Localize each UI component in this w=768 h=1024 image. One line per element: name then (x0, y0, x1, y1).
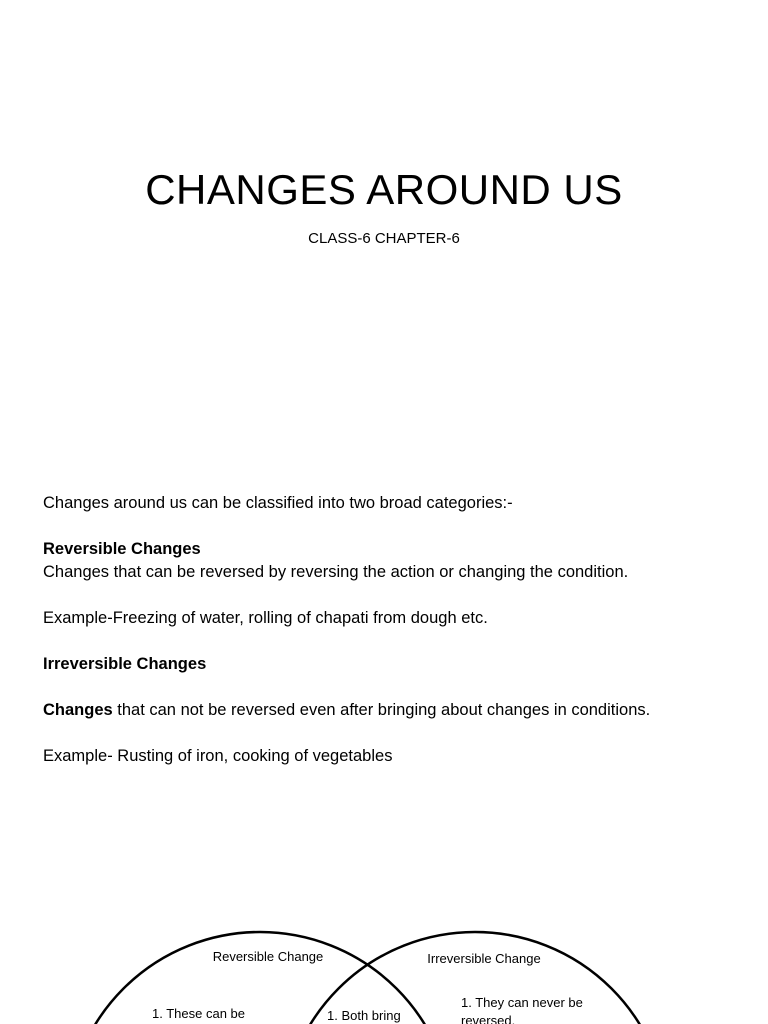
page-title: CHANGES AROUND US (145, 166, 623, 213)
venn-right-point-line1: 1. They can never be (461, 995, 583, 1010)
venn-middle-point: 1. Both bring (327, 1008, 401, 1023)
intro-text: Changes around us can be classified into two broad categories:- (43, 494, 513, 512)
reversible-example: Example-Freezing of water, rolling of chapati from dough etc. (43, 609, 488, 627)
reversible-heading: Reversible Changes (43, 540, 201, 558)
reversible-definition: Changes that can be reversed by reversing the action or changing the condition. (43, 563, 629, 581)
irreversible-definition-bold: Changes (43, 701, 113, 719)
venn-left-label: Reversible Change (212, 949, 324, 964)
page-subtitle: CLASS-6 CHAPTER-6 (308, 230, 460, 247)
venn-right-label: Irreversible Change (427, 951, 541, 966)
venn-left-point: 1. These can be (152, 1006, 245, 1021)
irreversible-heading: Irreversible Changes (43, 655, 207, 673)
venn-right-point-line2: reversed. (461, 1013, 516, 1024)
irreversible-example: Example- Rusting of iron, cooking of vegetables (43, 747, 393, 765)
irreversible-definition-rest: that can not be reversed even after bringing about changes in conditions. (112, 701, 651, 719)
